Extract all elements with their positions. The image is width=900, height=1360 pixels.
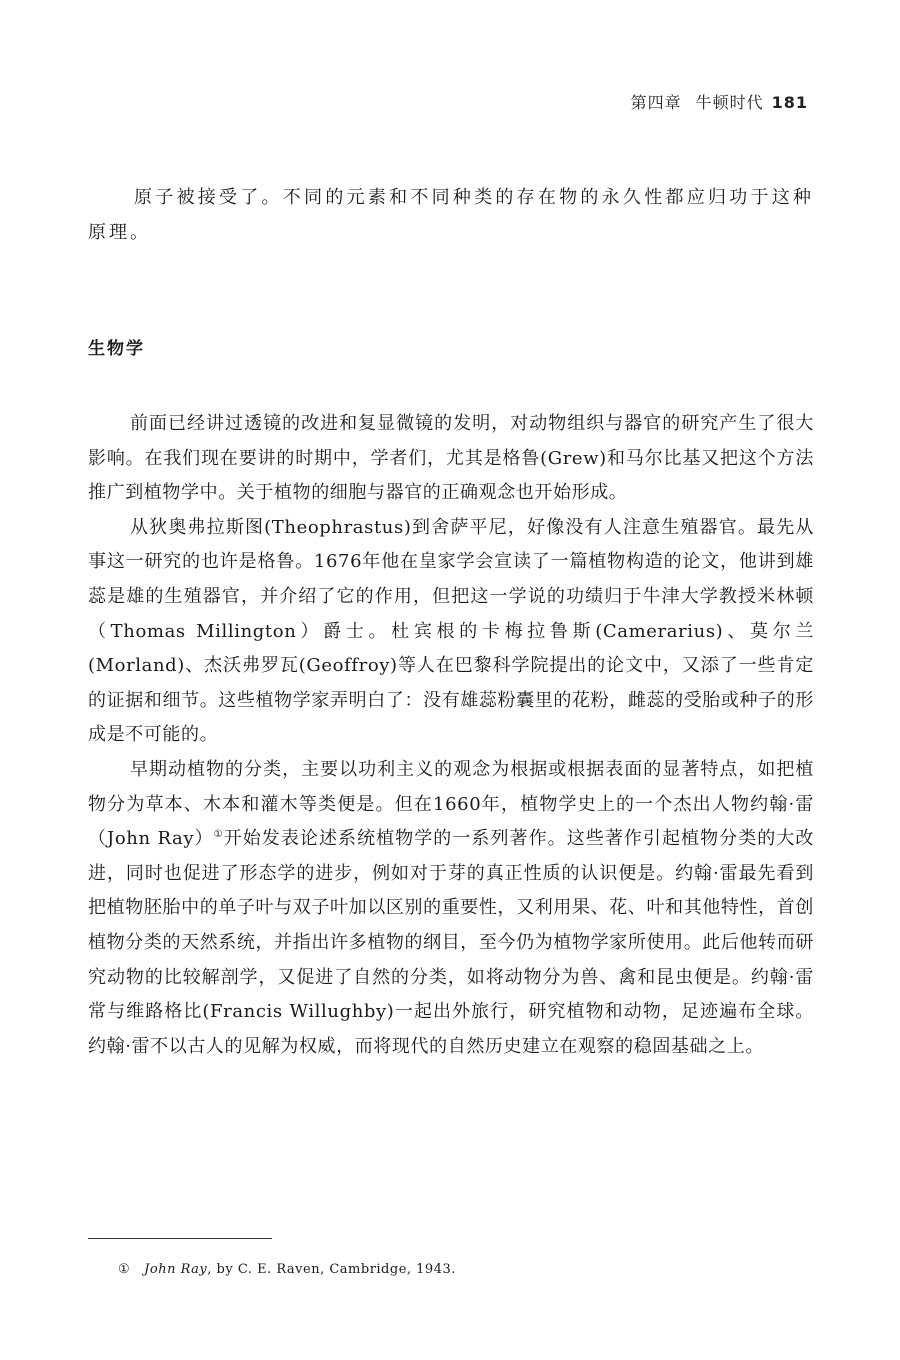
running-header (631, 90, 808, 113)
paragraph (88, 753, 814, 1064)
footnote-mark: ① (118, 1262, 131, 1277)
page-number: 181 (771, 93, 808, 112)
footnote-citation: , by C. E. Raven, Cambridge, 1943. (207, 1262, 456, 1277)
footnote (118, 1262, 456, 1277)
paragraph-text: 早期动植物的分类，主要以功利主义的观念为根据或根据表面的显著特点，如把植物分为草本、木本和灌木等类便是。但在1660年，植物学史上的一个杰出人物约翰·雷（John Ray） (88, 758, 814, 850)
section-body (88, 407, 814, 1064)
paragraph: 前面已经讲过透镜的改进和复显微镜的发明，对动物组织与器官的研究产生了很大影响。在我们现在要讲的时期中，学者们，尤其是格鲁(Grew)和马尔比基又把这个方法推广到植物学中。关于植物的细胞与器官的正确观念也开始形成。 (88, 413, 814, 504)
footnote-divider (88, 1238, 272, 1239)
section-heading: 生物学 (88, 339, 145, 359)
footnote-reference[interactable]: ① (213, 829, 224, 841)
chapter-title: 牛顿时代 (695, 93, 764, 112)
paragraph-text: 开始发表论述系统植物学的一系列著作。这些著作引起植物分类的大改进，同时也促进了形态学的进步，例如对于芽的真正性质的认识便是。约翰·雷最先看到把植物胚胎中的单子叶与双子叶加以区别的重要性，又利用果、花、叶和其他特性，首创植物分类的天然系统，并指出许多植物的纲目，至今仍为植物学家所使用。此后他转而研究动物的比较解剖学，又促进了自然的分类，如将动物分为兽、禽和昆虫便是。约翰·雷常与维路格比(Francis Willughby)一起出外旅行，研究植物和动物，足迹遍布全球。约翰·雷不以古人的见解为权威，而将现代的自然历史建立在观察的稳固基础之上。 (88, 828, 814, 1057)
footnote-title: John Ray (144, 1262, 208, 1277)
paragraph: 原子被接受了。不同的元素和不同种类的存在物的永久性都应归功于这种原理。 (88, 187, 814, 243)
continued-paragraph (88, 181, 814, 250)
paragraph: 从狄奥弗拉斯图(Theophrastus)到舍萨平尼，好像没有人注意生殖器官。最先从事这一研究的也许是格鲁。1676年他在皇家学会宣读了一篇植物构造的论文，他讲到雄蕊是雄的生殖器官，并介绍了它的作用，但把这一学说的功绩归于牛津大学教授米林顿（Thomas Millington）爵士。杜宾根的卡梅拉鲁斯(Camerarius)、莫尔兰(Morland)、杰沃弗罗瓦(Geoffroy)等人在巴黎科学院提出的论文中，又添了一些肯定的证据和细节。这些植物学家弄明白了：没有雄蕊粉囊里的花粉，雌蕊的受胎或种子的形成是不可能的。 (88, 516, 814, 746)
chapter-label: 第四章 (630, 93, 682, 112)
